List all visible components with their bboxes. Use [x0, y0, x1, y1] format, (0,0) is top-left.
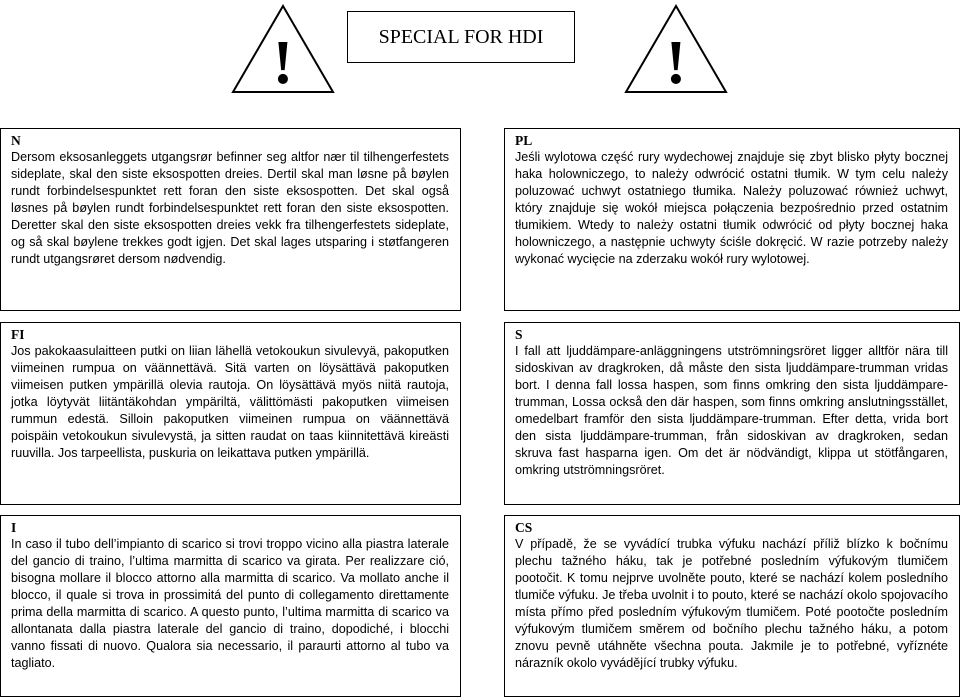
- instruction-panel-swedish: [504, 322, 960, 505]
- language-code: FI: [11, 327, 25, 342]
- instruction-text: Jos pakokaasulaitteen putki on liian lähellä vetokoukun sivulevyä, pakoputken viimeinen rumpua on väännettävä. Sitä varten on löysättävä pakoputken viimeisen putken ympärillä olevia rautoja. On löysättävä myös niitä rautoja, jotka löytyvät liitäntäkohdan ympäriltä, välittömästi pakoputken viimeisen rummun edestä. Silloin pakoputken viimeinen rumpua on väännettävä poispäin vetokoukun sivulevystä, ja sitten raudat on taas kiinnitettävä kireästi ruuvilla. Jos tarpeellista, puskuria on leikattava putken ympärillä.: [11, 344, 449, 460]
- instruction-panel-norwegian: [0, 128, 461, 311]
- instruction-panel-czech: [504, 515, 960, 697]
- instruction-text: In caso il tubo dell’impianto di scarico si trovi troppo vicino alla piastra laterale del gancio di traino, l’ultima marmitta di scarico va girata. Per realizzare ció, bisogna mollare il blocco attorno alla marmitta di scarico. Va mollato anche il blocco, il quale si trova in prossimitá del punto di collegamento direttamente prima della marmitta di scarico. A questo punto, l’ultima marmitta di scarico va allontanata dalla piastra laterale del gancio di traino, dopodiché, i blocchi vanno fissati di nuovo. Qualora sia necessario, il paraurti attorno al tubo va tagliato.: [11, 537, 449, 670]
- warning-triangle-icon-right: [623, 3, 729, 95]
- instruction-text: V případě, že se vyvádící trubka výfuku nachází příliž blízko k bočnímu plechu tažného háku, tak je potřebné posledním výfukovým tlumičem pootočit. K tomu nejprve uvolněte pouto, které se nachází kolem posledního tlumiče výfuku. Je třeba uvolnit i to pouto, které se nachází okolo spojovacího místa přímo před posledním výfukovým tlumičem. Poté pootočte posledním výfukovým tlumičem směrem od bočního plechu tažného háku, a potom znovu pevně utáhněte všechna pouta. Jakmile je to potřebné, vyříznéte nárazník okolo vyvádějící trubky výfuku.: [515, 537, 948, 670]
- instruction-text: Dersom eksosanleggets utgangsrør befinner seg altfor nær til tilhengerfestets sideplate, skal den siste eksospotten dreies. Dertil skal man løsne på bøylen rundt forbindelsespunktet rett foran den siste eksospotten. Det skal også løsnes på bøylen rundt forbindelsespunktet rett foran den siste eksospotten. Deretter skal den siste eksospotten dreies vekk fra tilhengerfestets sideplate, og så skal bøylene trekkes godt igjen. Det skal lages utsparing i støtfangeren rundt utgangsrøret dersom nødvendig.: [11, 150, 449, 266]
- svg-text:!: !: [665, 29, 687, 95]
- instruction-text: I fall att ljuddämpare-anläggningens utströmningsröret ligger alltför nära till sidoskivan av dragkroken, då måste den sista ljuddämpare-trumman vridas bort. I denna fall lossa haspen, som finns omkring den sista ljuddämpare-trumman, Lossa också den där haspen, som finns omkring anslutningsstället, omedelbart framför den sista ljuddämpare-trumman. Efter detta, vrida bort den sista ljuddämpare-trumman, från sidoskivan av dragkroken, sedan skruva fast hasparna igen. Om det är nödvändigt, klippa ut stötfångaren, omkring utströmningsröret.: [515, 344, 948, 477]
- language-code: I: [11, 520, 17, 535]
- language-code: S: [515, 327, 523, 342]
- svg-text:!: !: [272, 29, 294, 95]
- instruction-panel-finnish: [0, 322, 461, 505]
- instruction-panel-italian: [0, 515, 461, 697]
- language-code: PL: [515, 133, 533, 148]
- warning-triangle-icon-left: [230, 3, 336, 95]
- instruction-text: Jeśli wylotowa część rury wydechowej znajduje się zbyt blisko płyty bocznej haka holowniczego, to należy odwrócić ostatni tłumik. W tym celu należy poluzować uchwyt ostatniego tłumika. Należy poluzować również uchwyt, który znajduje się wokół miejsca połączenia bezpośrednio przed ostatnim tłumikiem. Wtedy to należy ostatni tłumik odwrócić od płyty bocznej haka holowniczego, a następnie uchwyty ściśle dokręcić. W razie potrzeby należy wykonać wycięcie na zderzaku wokół rury wylotowej.: [515, 150, 948, 266]
- page-title: SPECIAL FOR HDI: [347, 11, 575, 63]
- language-code: N: [11, 133, 21, 148]
- language-code: CS: [515, 520, 533, 535]
- instruction-panel-polish: [504, 128, 960, 311]
